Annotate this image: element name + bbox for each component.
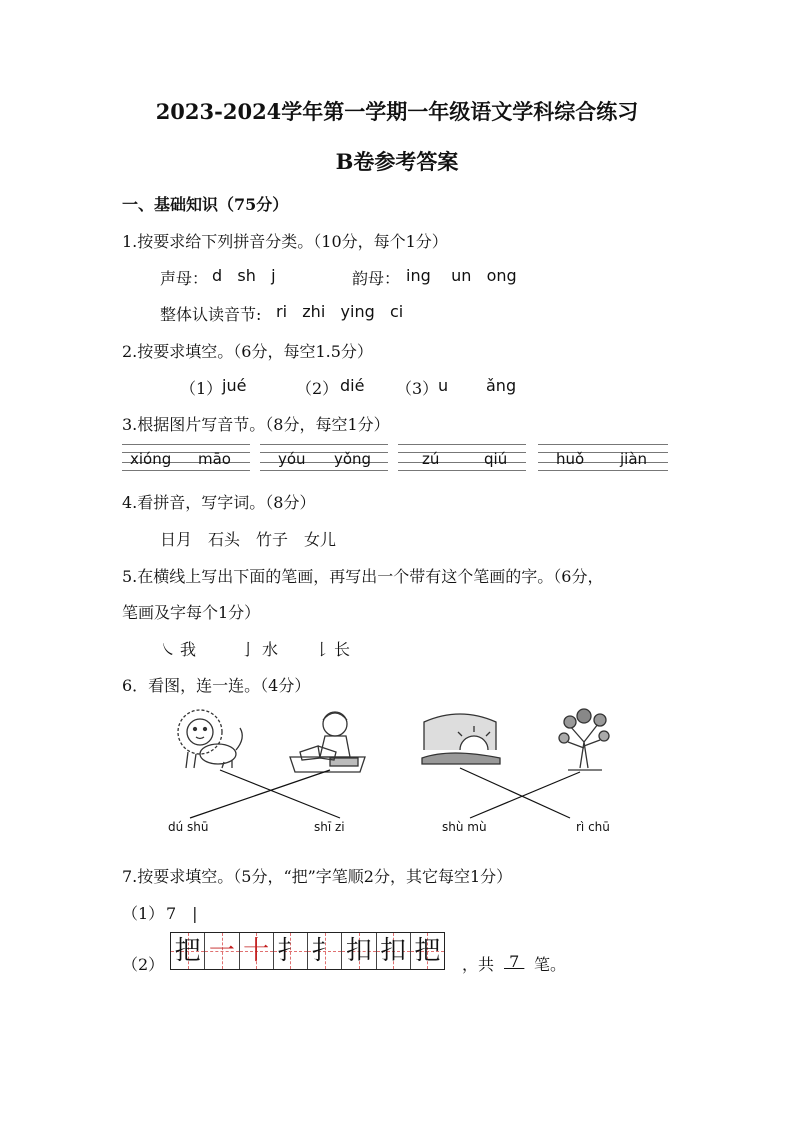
match-line xyxy=(470,772,580,818)
pinyin-ruled-group xyxy=(122,444,250,470)
q3-word: zú xyxy=(422,450,440,468)
pinyin-ruled-group xyxy=(398,444,526,470)
q1-shengmu-label: 声母： xyxy=(160,269,209,288)
match-line xyxy=(460,768,570,818)
stroke-cell: 扌 xyxy=(274,933,308,969)
q1-prompt: 1.按要求给下列拼音分类。（10分，每个1分） xyxy=(122,232,448,251)
q6-label: dú shū xyxy=(168,820,209,834)
q5-stroke-1: ㇏ xyxy=(160,640,177,659)
q3-word: huǒ xyxy=(556,450,585,468)
pinyin-ruled-group xyxy=(260,444,388,470)
q5-char-1: 我 xyxy=(180,640,197,659)
q6-label: shī zi xyxy=(314,820,345,834)
q5-char-2: 水 xyxy=(262,640,279,659)
q6-label: shù mù xyxy=(442,820,487,834)
q7-prompt: 7.按要求填空。（5分，“把”字笔顺2分，其它每空1分） xyxy=(122,867,513,886)
stroke-cell: 十 xyxy=(240,933,274,969)
q2-a1: jué xyxy=(222,376,247,395)
sunrise-image xyxy=(422,714,500,764)
stroke-order-grid xyxy=(170,932,445,970)
q5-prompt-line2: 笔画及字每个1分） xyxy=(122,603,261,622)
q4-answer: 日月 石头 竹子 女儿 xyxy=(160,530,337,549)
q2-a2-label: （2） xyxy=(296,379,339,398)
stroke-cell: 扣 xyxy=(377,933,411,969)
q1-shengmu: d sh j xyxy=(212,266,276,285)
q2-a1-label: （1） xyxy=(180,379,223,398)
stroke-cell: 把 xyxy=(171,933,205,969)
q5-stroke-3: 𠄌 xyxy=(314,640,331,659)
stroke-cell: 一 xyxy=(205,933,239,969)
page-title: 2023-2024学年第一学期一年级语文学科综合练习 xyxy=(155,99,639,124)
q1-zhengti: ri zhi ying ci xyxy=(276,302,404,321)
q3-word: jiàn xyxy=(620,450,648,468)
q7-a2-label: （2） xyxy=(122,955,165,974)
matching-illustration xyxy=(160,702,620,842)
q1-yunmu: ing un ong xyxy=(406,266,517,285)
stroke-cell: 扣 xyxy=(342,933,376,969)
q7-stroke-count: 7 xyxy=(504,952,525,971)
pinyin-ruled-group xyxy=(538,444,668,470)
match-line xyxy=(190,770,330,818)
q3-word: māo xyxy=(198,450,231,468)
q5-stroke-2: 亅 xyxy=(240,640,257,659)
q7-a1: 7 | xyxy=(166,904,198,923)
q2-a3b: ǎng xyxy=(486,376,517,395)
q7-suffix-post: 笔。 xyxy=(534,955,567,974)
match-line xyxy=(220,770,340,818)
q3-word: yóu xyxy=(278,450,306,468)
q3-word: yǒng xyxy=(334,450,372,468)
q1-yunmu-label: 韵母： xyxy=(352,269,401,288)
q2-prompt: 2.按要求填空。（6分，每空1.5分） xyxy=(122,342,373,361)
q6-label: rì chū xyxy=(576,820,610,834)
q2-a3-label: （3） xyxy=(396,379,439,398)
stroke-cell: 把 xyxy=(411,933,444,969)
stroke-cell: 扌 xyxy=(308,933,342,969)
page-subtitle: B卷参考答案 xyxy=(335,149,459,174)
q7-suffix-pre: ，共 xyxy=(462,955,495,974)
q3-word: xióng xyxy=(130,450,172,468)
q7-a1-label: （1） xyxy=(122,904,165,923)
lion-image xyxy=(178,710,242,768)
q3-word: qiú xyxy=(484,450,508,468)
q6-prompt: 6．看图，连一连。（4分） xyxy=(122,676,311,695)
tree-image xyxy=(559,709,609,770)
child-reading-image xyxy=(290,712,365,772)
q5-prompt-line1: 5.在横线上写出下面的笔画，再写出一个带有这个笔画的字。（6分， xyxy=(122,567,604,586)
q3-prompt: 3.根据图片写音节。（8分，每空1分） xyxy=(122,415,390,434)
q4-prompt: 4.看拼音，写字词。（8分） xyxy=(122,493,316,512)
q5-char-3: 长 xyxy=(334,640,351,659)
section-heading: 一、基础知识（75分） xyxy=(122,195,289,214)
q2-a3a: u xyxy=(438,376,449,395)
q2-a2: dié xyxy=(340,376,365,395)
q1-zhengti-label: 整体认读音节: xyxy=(160,305,262,324)
